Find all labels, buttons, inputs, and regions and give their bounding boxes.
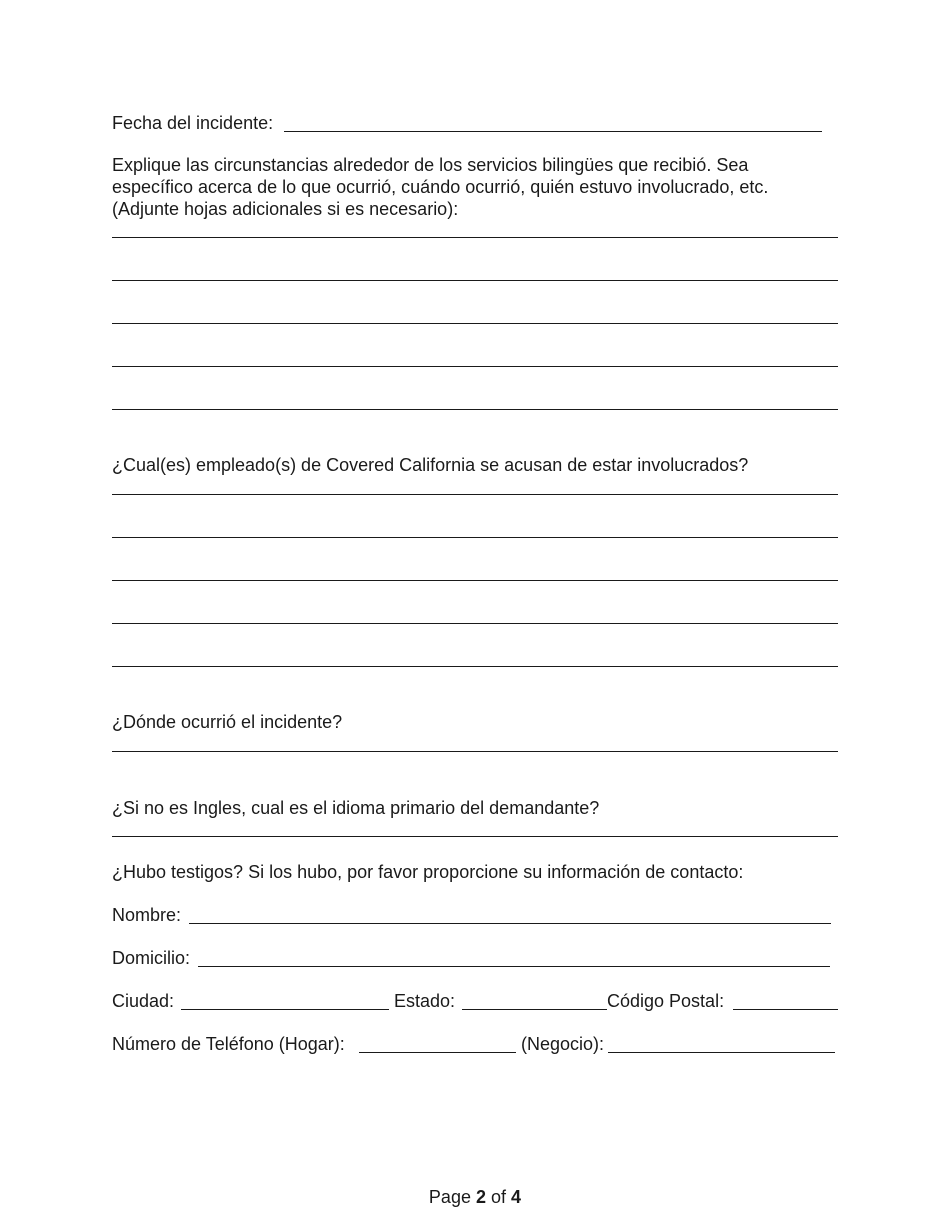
circumstances-instructions: Explique las circunstancias alrededor de los servicios bilingües que recibió. Sea específico acerca de lo que ocurrió, cuándo ocurrió, quién estuvo involucrado, etc. (Adjunte hojas adicionales si es necesario): xyxy=(112,155,769,219)
phone-label: Número de Teléfono (Hogar): xyxy=(112,1034,345,1054)
employees-line[interactable] xyxy=(112,494,838,495)
page-footer xyxy=(0,1186,950,1208)
witnesses-question: ¿Hubo testigos? Si los hubo, por favor proporcione su información de contacto: xyxy=(112,862,744,882)
employees-question: ¿Cual(es) empleado(s) de Covered California se acusan de estar involucrados? xyxy=(112,455,749,475)
current-page-number: 2 xyxy=(475,1187,486,1207)
zip-label: Código Postal: xyxy=(607,991,725,1011)
where-question: ¿Dónde ocurrió el incidente? xyxy=(112,712,343,732)
name-field[interactable] xyxy=(189,923,831,924)
page-word: Page xyxy=(428,1187,471,1207)
form-page xyxy=(112,0,838,1230)
zip-field[interactable] xyxy=(733,1009,838,1010)
circumstances-line[interactable] xyxy=(112,409,838,410)
business-phone-label: (Negocio): xyxy=(521,1034,605,1054)
employees-line[interactable] xyxy=(112,537,838,538)
language-line[interactable] xyxy=(112,836,838,837)
state-label: Estado: xyxy=(394,991,456,1011)
of-word: of xyxy=(491,1187,507,1207)
city-field[interactable] xyxy=(181,1009,389,1010)
address-field[interactable] xyxy=(198,966,830,967)
circumstances-line[interactable] xyxy=(112,280,838,281)
language-question: ¿Si no es Ingles, cual es el idioma primario del demandante? xyxy=(112,798,600,818)
total-pages-number: 4 xyxy=(511,1187,522,1207)
incident-date-field[interactable] xyxy=(284,131,822,132)
where-line[interactable] xyxy=(112,751,838,752)
name-label: Nombre: xyxy=(112,905,182,925)
city-label: Ciudad: xyxy=(112,991,175,1011)
state-field[interactable] xyxy=(462,1009,607,1010)
employees-line[interactable] xyxy=(112,623,838,624)
address-label: Domicilio: xyxy=(112,948,191,968)
circumstances-line[interactable] xyxy=(112,237,838,238)
incident-date-label: Fecha del incidente: xyxy=(112,113,274,133)
circumstances-line[interactable] xyxy=(112,366,838,367)
business-phone-field[interactable] xyxy=(608,1052,835,1053)
employees-line[interactable] xyxy=(112,666,838,667)
employees-line[interactable] xyxy=(112,580,838,581)
phone-field[interactable] xyxy=(359,1052,516,1053)
circumstances-line[interactable] xyxy=(112,323,838,324)
